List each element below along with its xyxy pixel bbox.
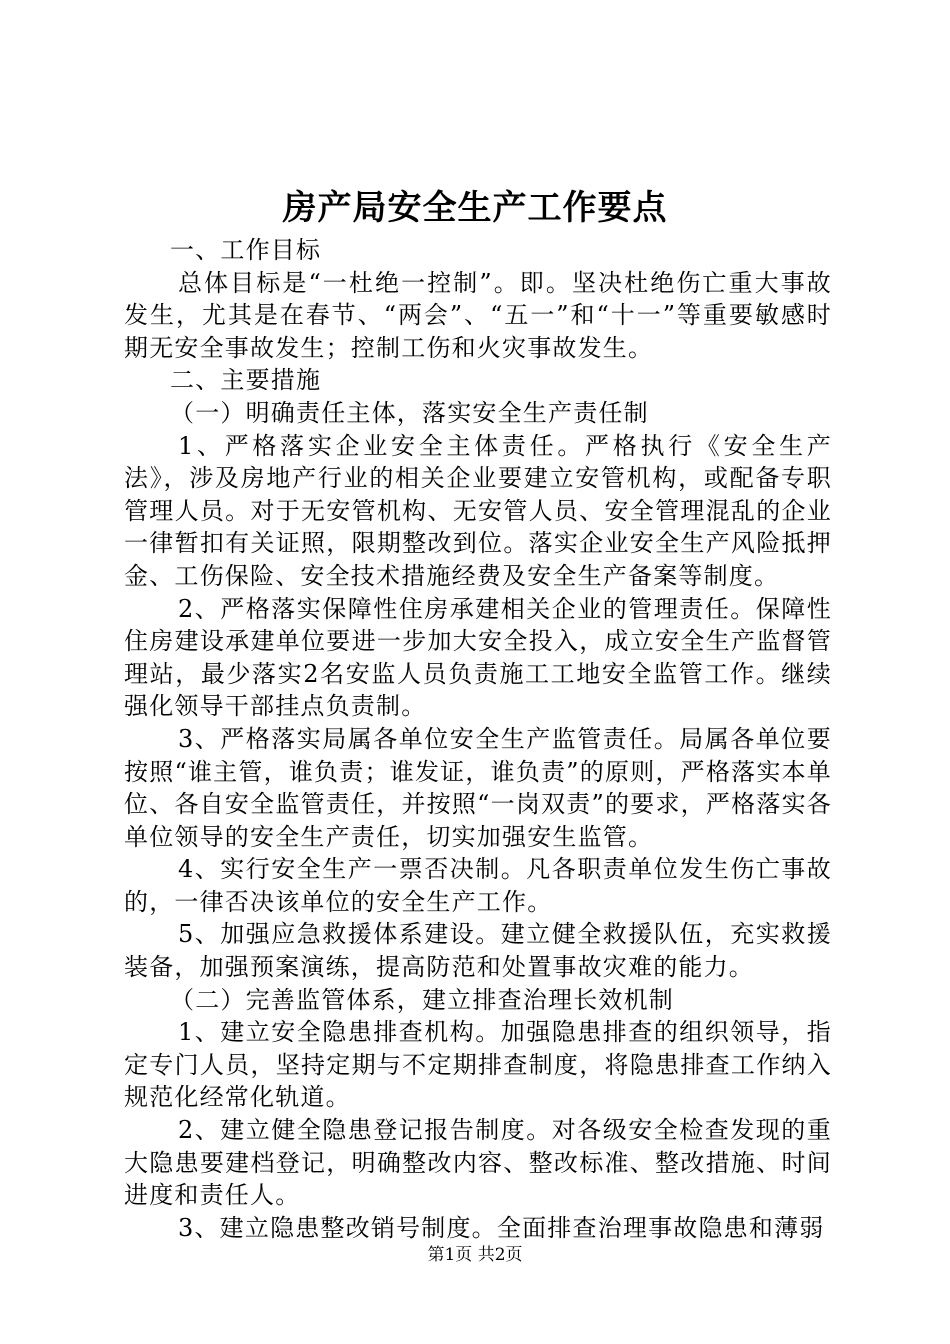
paragraph-item-4: 4、实行安全生产一票否决制。凡各职责单位发生伤亡事故的，一律否决该单位的安全生产工作。 — [124, 855, 832, 916]
document-body — [124, 234, 832, 1244]
paragraph-item-3: 3、严格落实局属各单位安全生产监管责任。局属各单位要按照“谁主管，谁负责；谁发证，谁负责”的原则，严格落实本单位、各自安全监管责任，并按照“一岗双责”的要求，严格落实各单位领导的安全生产责任，切实加强安生监管。 — [124, 724, 832, 851]
paragraph-item-5: 5、加强应急救援体系建设。建立健全救援队伍，充实救援装备，加强预案演练，提高防范和处置事故灾难的能力。 — [124, 920, 832, 982]
subsection-heading-supervision: （二）完善监管体系，建立排查治理长效机制 — [170, 985, 674, 1014]
paragraph-item-1: 1、严格落实企业安全主体责任。严格执行《安全生产法》，涉及房地产行业的相关企业要建立安管机构，或配备专职管理人员。对于无安管机构、无安管人员、安全管理混乱的企业一律暂扣有关证照，限期整改到位。落实企业安全生产风险抵押金、工伤保险、安全技术措施经费及安全生产备案等制度。 — [124, 431, 832, 590]
paragraph-overall-goal: 总体目标是“一杜绝一控制”。即。坚决杜绝伤亡重大事故发生，尤其是在春节、“两会”、“五一”和“十一”等重要敏感时期无安全事故发生；控制工伤和火灾事故发生。 — [124, 268, 832, 362]
subsection-heading-responsibility: （一）明确责任主体，落实安全生产责任制 — [170, 398, 649, 427]
paragraph-supervision-item-1: 1、建立安全隐患排查机构。加强隐患排查的组织领导，指定专门人员，坚持定期与不定期排查制度，将隐患排查工作纳入规范化经常化轨道。 — [124, 1018, 832, 1112]
section-heading-measures: 二、主要措施 — [170, 366, 322, 395]
paragraph-supervision-item-2: 2、建立健全隐患登记报告制度。对各级安全检查发现的重大隐患要建档登记，明确整改内容、整改标准、整改措施、时间进度和责任人。 — [124, 1116, 832, 1210]
paragraph-supervision-item-3: 3、建立隐患整改销号制度。全面排查治理事故隐患和薄弱 — [178, 1213, 825, 1242]
page-footer: 第1页 共2页 — [427, 1245, 523, 1265]
section-heading-goals: 一、工作目标 — [170, 236, 322, 264]
paragraph-item-2: 2、严格落实保障性住房承建相关企业的管理责任。保障性住房建设承建单位要进一步加大安全投入，成立安全生产监督管理站，最少落实2名安监人员负责施工工地安全监管工作。继续强化领导干部挂点负责制。 — [124, 594, 832, 721]
document-title: 房产局安全生产工作要点 — [282, 188, 668, 228]
